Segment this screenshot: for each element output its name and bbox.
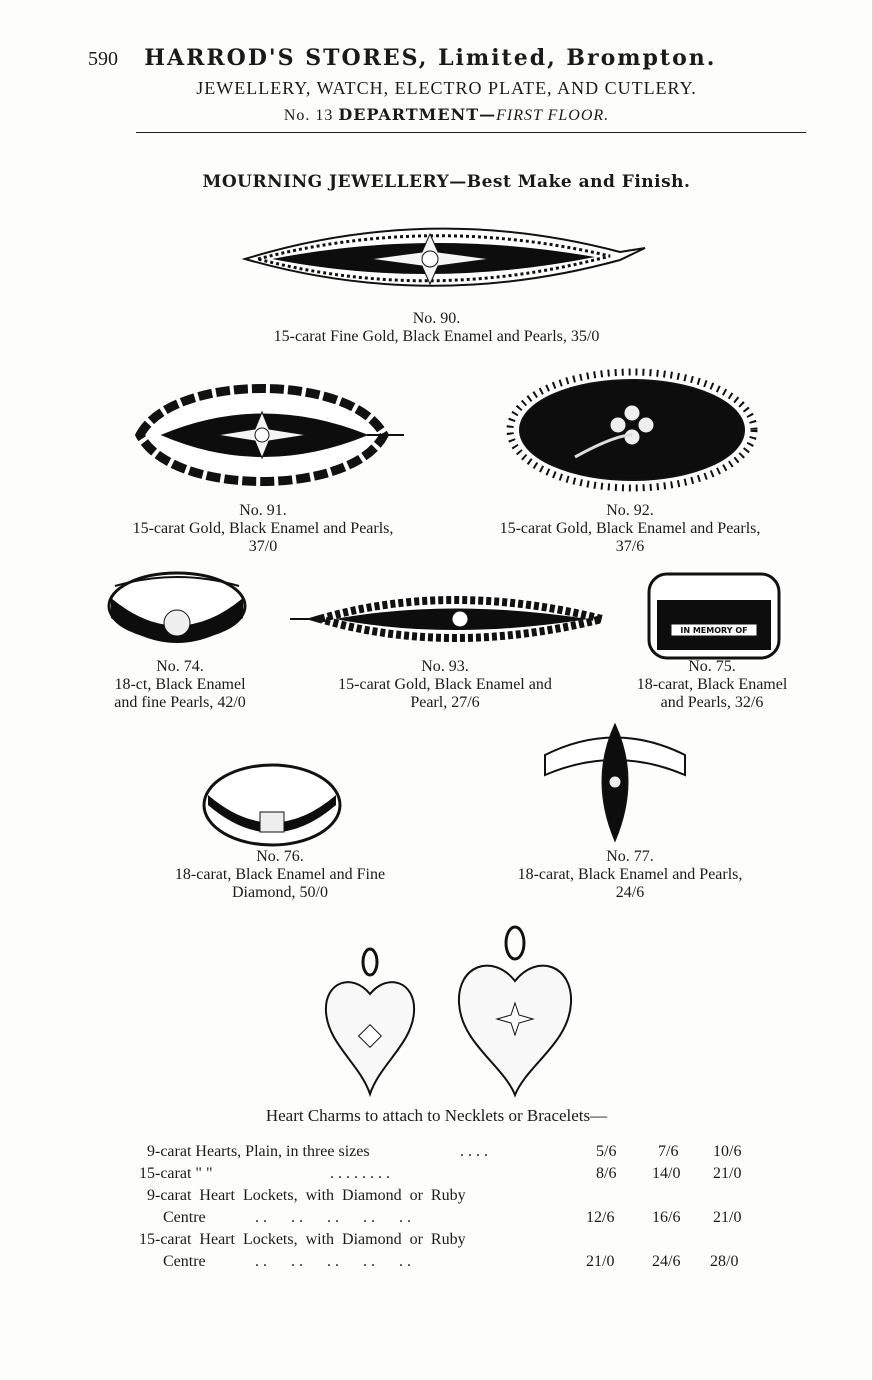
department-floor: FIRST FLOOR. <box>496 107 610 124</box>
item-92-price: 37/6 <box>615 538 645 555</box>
heart-locket-illustration <box>455 925 575 1100</box>
item-92-description: 15-carat Gold, Black Enamel and Pearls, <box>499 520 761 537</box>
price-cell: 7/6 <box>658 1143 679 1160</box>
price-row-label: 9-carat Hearts, Plain, in three sizes <box>147 1143 370 1160</box>
price-row <box>147 1141 370 1163</box>
price-row-dots: . . . . . . . . <box>330 1165 390 1182</box>
department-line <box>0 105 873 125</box>
price-row-dots: . . . . <box>460 1143 488 1160</box>
price-row-label: Centre <box>163 1253 206 1270</box>
item-77-line2: 24/6 <box>615 884 645 901</box>
item-91-description: 15-carat Gold, Black Enamel and Pearls, <box>132 520 394 537</box>
price-cell: 12/6 <box>586 1209 615 1226</box>
item-76-number: No. 76. <box>256 848 304 865</box>
store-name: HARROD'S STORES, Limited, Brompton. <box>144 45 717 71</box>
price-cell: 8/6 <box>596 1165 617 1182</box>
price-row <box>163 1207 206 1229</box>
item-74-line2: and fine Pearls, 42/0 <box>114 694 246 711</box>
price-row-label: 15-carat Heart Lockets, with Diamond or Ruby <box>139 1231 466 1248</box>
item-77-number: No. 77. <box>606 848 654 865</box>
price-cell: 16/6 <box>652 1209 681 1226</box>
item-92-caption <box>455 502 805 556</box>
item-90-caption <box>0 310 873 346</box>
item-74-line1: 18-ct, Black Enamel <box>114 676 246 693</box>
item-74-caption <box>80 658 280 712</box>
item-90-description: 15-carat Fine Gold, Black Enamel and Pearls, 35/0 <box>273 328 600 345</box>
price-row <box>147 1185 466 1207</box>
price-row-label: Centre <box>163 1209 206 1226</box>
page-number: 590 <box>88 48 118 70</box>
item-75-number: No. 75. <box>688 658 736 675</box>
price-row <box>163 1251 206 1273</box>
price-cell: 21/0 <box>713 1165 742 1182</box>
price-row-label: 9-carat Heart Lockets, with Diamond or Ruby <box>147 1187 466 1204</box>
page-header <box>88 44 808 72</box>
item-75-caption <box>612 658 812 712</box>
item-90-number: No. 90. <box>412 310 461 327</box>
item-76-caption <box>130 848 430 902</box>
ring-75-inscription: IN MEMORY OF <box>680 626 748 635</box>
heart-charm-plain-illustration <box>322 944 418 1100</box>
price-cell: 21/0 <box>586 1253 615 1270</box>
price-cell: 21/0 <box>713 1209 742 1226</box>
price-cell: 10/6 <box>713 1143 742 1160</box>
ring-74-illustration <box>105 568 250 653</box>
department-prefix: No. 13 <box>283 107 334 124</box>
ring-76-illustration <box>200 760 345 850</box>
item-93-line1: 15-carat Gold, Black Enamel and <box>338 676 552 693</box>
price-row-dots: . . . . . . . . . . <box>255 1209 411 1226</box>
item-93-caption <box>290 658 600 712</box>
item-91-number: No. 91. <box>239 502 287 519</box>
item-75-line2: and Pearls, 32/6 <box>660 694 764 711</box>
brooch-92-illustration <box>505 365 767 495</box>
page-subtitle: JEWELLERY, WATCH, ELECTRO PLATE, AND CUTLERY. <box>196 78 697 98</box>
brooch-90-illustration <box>240 212 650 307</box>
price-row <box>139 1163 212 1185</box>
item-74-number: No. 74. <box>156 658 204 675</box>
ring-77-illustration <box>540 725 690 845</box>
price-row <box>139 1229 466 1251</box>
price-row-label: 15-carat " " <box>139 1165 213 1182</box>
item-76-line1: 18-carat, Black Enamel and Fine <box>174 866 386 883</box>
heart-charms-heading: Heart Charms to attach to Necklets or Bracelets— <box>265 1106 608 1125</box>
section-title: MOURNING JEWELLERY—Best Make and Finish. <box>202 172 691 192</box>
item-92-number: No. 92. <box>606 502 654 519</box>
price-cell: 28/0 <box>710 1253 739 1270</box>
brooch-93-illustration <box>290 586 608 652</box>
price-cell: 14/0 <box>652 1165 681 1182</box>
price-row-dots: . . . . . . . . . . <box>255 1253 411 1270</box>
item-91-price: 37/0 <box>248 538 278 555</box>
header-rule <box>136 132 806 133</box>
item-76-line2: Diamond, 50/0 <box>232 884 328 901</box>
item-91-caption <box>88 502 438 556</box>
ring-75-illustration <box>645 570 783 662</box>
item-75-line1: 18-carat, Black Enamel <box>636 676 788 693</box>
department-label: DEPARTMENT— <box>338 105 497 124</box>
price-cell: 5/6 <box>596 1143 617 1160</box>
item-93-line2: Pearl, 27/6 <box>410 694 480 711</box>
item-77-line1: 18-carat, Black Enamel and Pearls, <box>517 866 743 883</box>
price-cell: 24/6 <box>652 1253 681 1270</box>
item-93-number: No. 93. <box>421 658 469 675</box>
item-77-caption <box>480 848 780 902</box>
brooch-91-illustration <box>132 378 407 493</box>
